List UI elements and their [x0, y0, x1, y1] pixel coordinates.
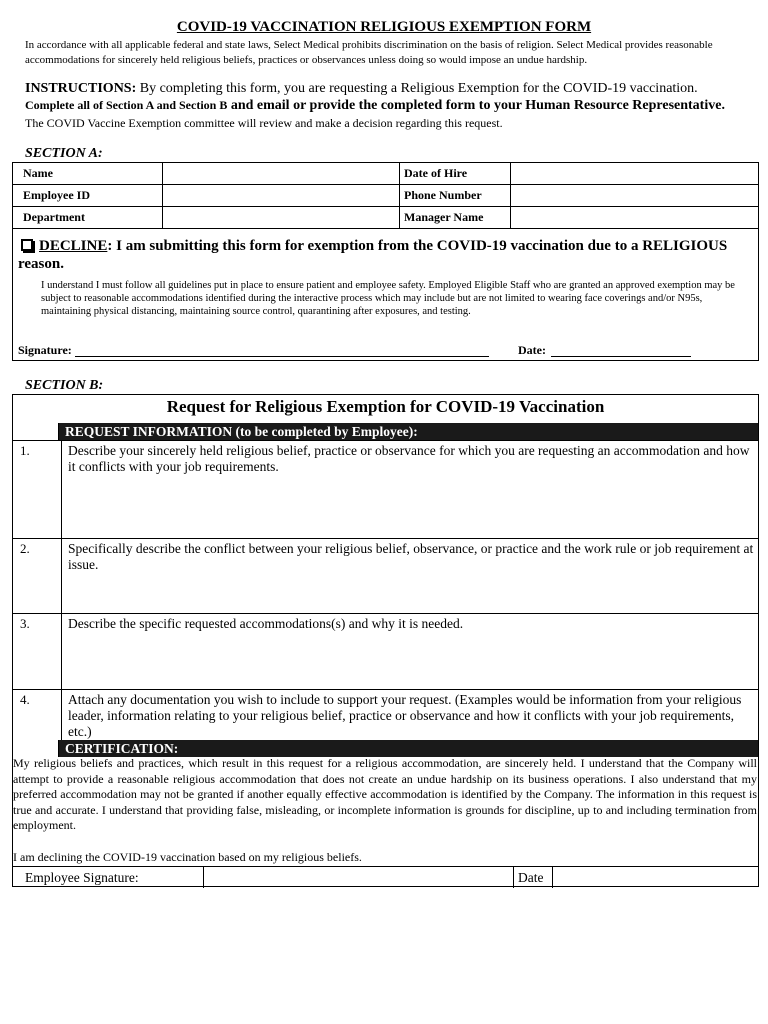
- form-title: COVID-19 VACCINATION RELIGIOUS EXEMPTION FORM: [176, 19, 592, 35]
- question-number: 1.: [20, 443, 30, 458]
- instructions-text: By completing this form, you are requesting a Religious Exemption for the COVID-19 vaccination.: [136, 81, 698, 96]
- certification-header-bar: CERTIFICATION:: [59, 740, 758, 757]
- date-divider: [513, 867, 514, 888]
- instructions-line: [25, 81, 698, 97]
- question-row-1: [13, 440, 758, 538]
- question-divider: [61, 441, 62, 538]
- employee-date-label: Date: [518, 870, 544, 885]
- decline-rest: : I am submitting this form for exemption from the COVID-19 vaccination due to a RELIGIOUS reason.: [18, 238, 728, 272]
- date-field[interactable]: [551, 356, 691, 357]
- question-row-3: [13, 613, 758, 689]
- question-row-4: [13, 689, 758, 740]
- question-text: Specifically describe the conflict between your religious belief, observance, or practice and the work rule or job requirement at issue.: [68, 541, 754, 572]
- question-divider: [61, 614, 62, 689]
- instructions-sections: Complete all of Section A and Section B: [25, 98, 228, 112]
- declining-statement: I am declining the COVID-19 vaccination based on my religious beliefs.: [13, 850, 362, 864]
- certification-header-spacer: [13, 740, 59, 757]
- date-label: Date:: [518, 343, 546, 357]
- certification-text: My religious beliefs and practices, which result in this request for a religious accommodation, are sincerely held. I understand that the Company will attempt to provide a reasonable religious accommodation that does not create an undue hardship on its business operations. I also understand that my preferred accommodation may not be granted if another equally effective accommodation is identified by the Company. The information in this request is true and accurate. I understand that providing false, misleading, or incomplete information is grounds for discipline, up to and including termination from employment.: [13, 756, 757, 832]
- section-a-label: SECTION A:: [25, 146, 103, 161]
- question-number: 3.: [20, 616, 30, 631]
- question-number: 2.: [20, 541, 30, 556]
- manager-name-field[interactable]: [511, 207, 759, 229]
- decline-heading: [18, 237, 748, 273]
- instructions-committee: The COVID Vaccine Exemption committee will review and make a decision regarding this request.: [25, 116, 503, 130]
- signature-label: Signature:: [18, 343, 72, 357]
- date-of-hire-field[interactable]: [511, 163, 759, 185]
- department-field[interactable]: [163, 207, 400, 229]
- instructions-email: and email or provide the completed form to your Human Resource Representative.: [227, 98, 725, 113]
- intro-paragraph: In accordance with all applicable federal and state laws, Select Medical prohibits discrimination on the basis of religion. Select Medical provides reasonable accommodations for sincerely held religious beliefs, practices or observances unless doing so would impose an undue hardship.: [25, 39, 713, 66]
- question-text: Describe your sincerely held religious belief, practice or observance for which you are requesting an accommodation and how it conflicts with your job requirements.: [68, 443, 750, 474]
- instructions-label: INSTRUCTIONS:: [25, 81, 137, 96]
- decline-checkbox[interactable]: [21, 239, 33, 251]
- phone-number-field[interactable]: [511, 185, 759, 207]
- name-label: Name: [13, 163, 163, 185]
- employee-date-field[interactable]: [553, 867, 758, 888]
- name-field[interactable]: [163, 163, 400, 185]
- signature-field[interactable]: [75, 356, 489, 357]
- employee-signature-row: [13, 866, 758, 887]
- question-divider: [61, 690, 62, 740]
- request-header-spacer: [13, 423, 59, 440]
- phone-number-label: Phone Number: [400, 185, 511, 207]
- decline-section: [12, 228, 759, 361]
- question-number: 4.: [20, 692, 30, 707]
- question-row-2: [13, 538, 758, 613]
- decline-statement: I understand I must follow all guidelines put in place to ensure patient and employee safety. Employed Eligible Staff who are granted an approved exemption may be subject to reasonable accommodations identified during the interactive process which may include but are not limited to wearing face coverings and/or N95s, maintaining physical distancing, maintaining source control, quarantining after exposures, and testing.: [41, 280, 735, 317]
- section-a-table: [12, 162, 759, 229]
- department-label: Department: [13, 207, 163, 229]
- request-header-bar: REQUEST INFORMATION (to be completed by Employee):: [59, 423, 758, 440]
- employee-signature-field[interactable]: [204, 867, 512, 888]
- date-of-hire-label: Date of Hire: [400, 163, 511, 185]
- employee-id-field[interactable]: [163, 185, 400, 207]
- manager-name-label: Manager Name: [400, 207, 511, 229]
- decline-word: DECLINE: [39, 238, 108, 254]
- question-text: Attach any documentation you wish to include to support your request. (Examples would be information from your religious leader, information relating to your religious belief, practice or observance and how it conflicts with your job requirements, etc.): [68, 692, 742, 739]
- question-divider: [61, 539, 62, 613]
- question-text: Describe the specific requested accommodations(s) and why it is needed.: [68, 616, 464, 631]
- instructions-bold-line: [25, 98, 725, 114]
- employee-id-label: Employee ID: [13, 185, 163, 207]
- section-b-label: SECTION B:: [25, 378, 104, 393]
- employee-signature-label: Employee Signature:: [25, 870, 139, 885]
- section-b-box: [12, 394, 759, 887]
- section-b-title: Request for Religious Exemption for COVID-19 Vaccination: [166, 397, 605, 416]
